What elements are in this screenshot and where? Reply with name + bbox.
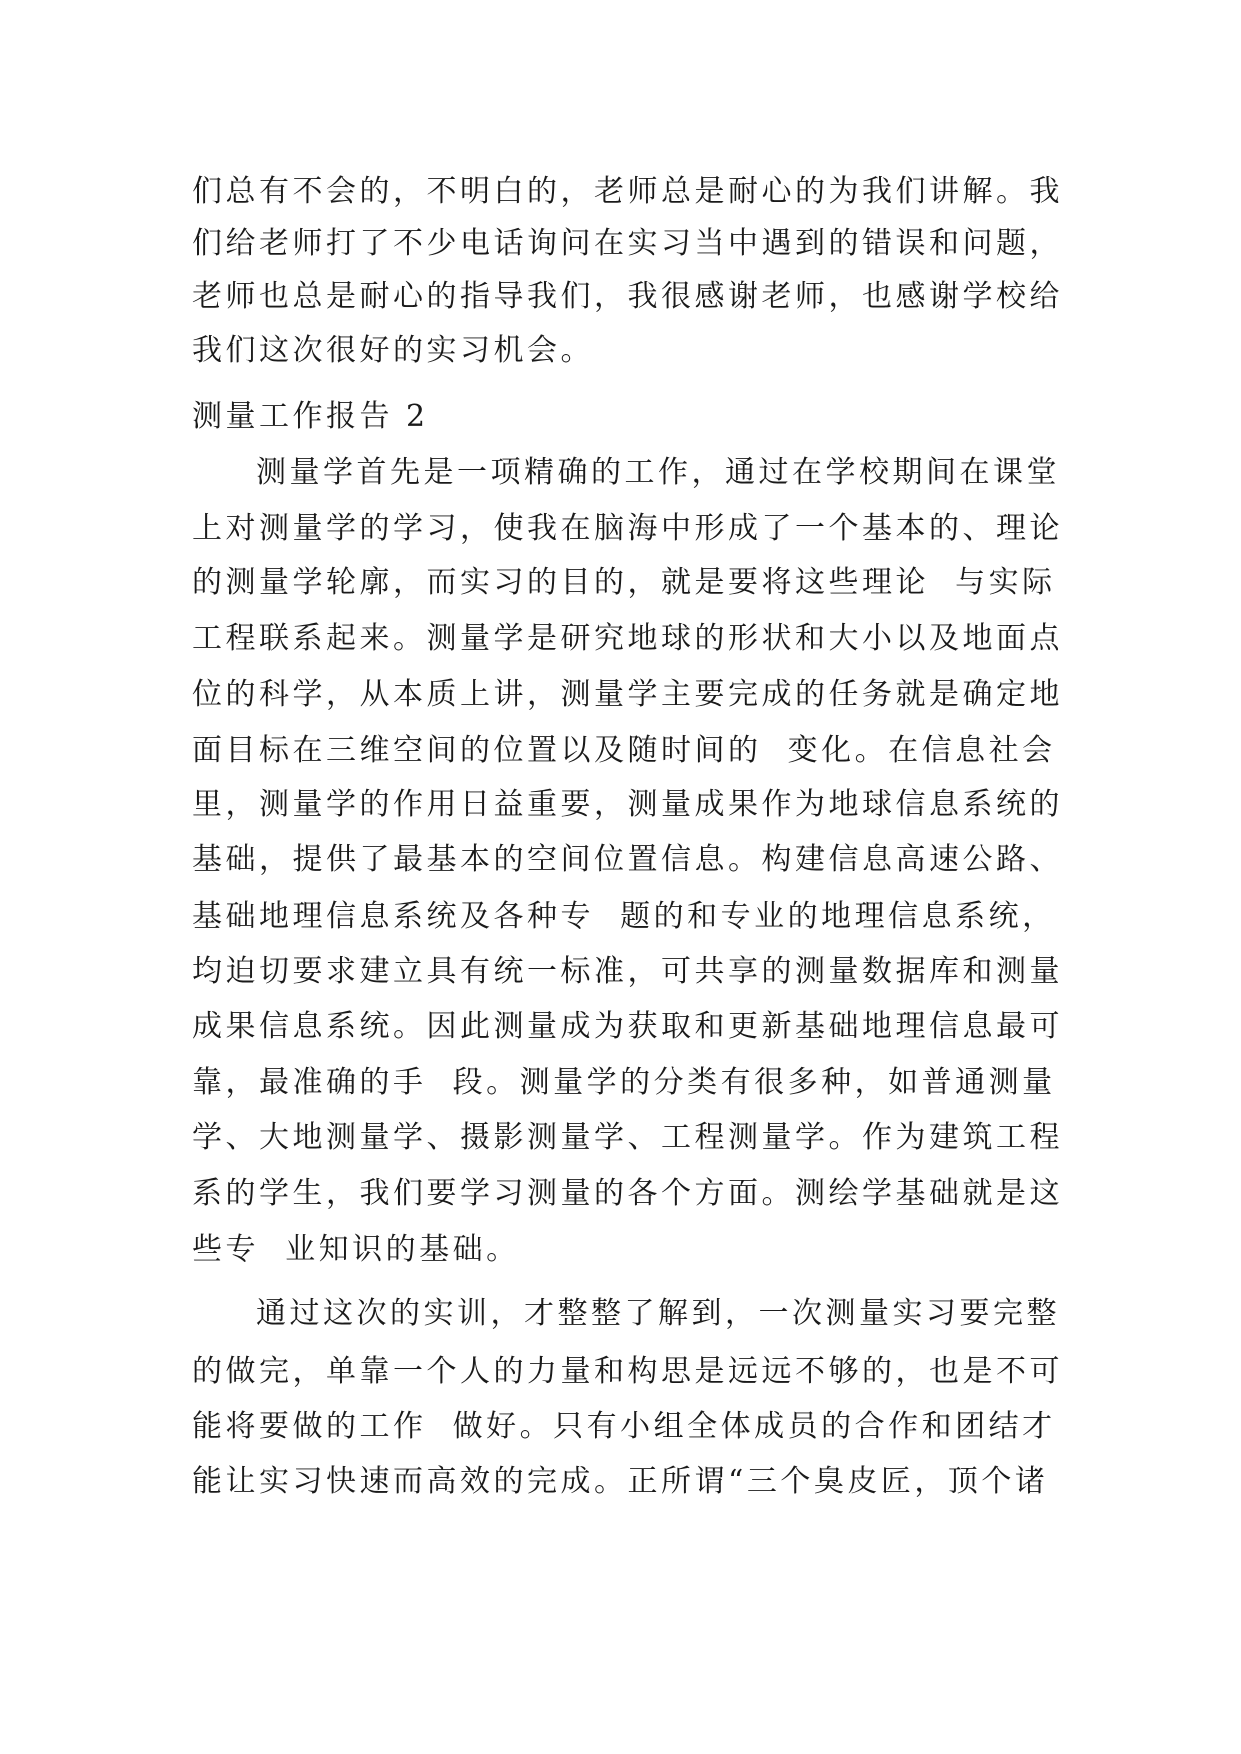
text-line-24: 能让实习快速而高效的完成。正所谓“三个臭皮匠，顶个诸: [192, 1464, 1049, 1499]
text-line-10: 位的科学，从本质上讲，测量学主要完成的任务就是确定地: [192, 677, 1063, 712]
text-line-13: 基础，提供了最基本的空间位置信息。构建信息高速公路、: [192, 842, 1063, 877]
text-line-7: 上对测量学的学习，使我在脑海中形成了一个基本的、理论: [192, 511, 1063, 546]
text-line-8: 的测量学轮廓，而实习的目的，就是要将这些理论 与实际: [192, 565, 1056, 600]
text-line-18: 学、大地测量学、摄影测量学、工程测量学。作为建筑工程: [192, 1120, 1063, 1155]
text-line-22: 的做完，单靠一个人的力量和构思是远远不够的，也是不可: [192, 1354, 1063, 1389]
text-line-16: 成果信息系统。因此测量成为获取和更新基础地理信息最可: [192, 1009, 1063, 1044]
text-line-17: 靠，最准确的手 段。测量学的分类有很多种，如普通测量: [192, 1065, 1056, 1100]
text-line-20: 些专 业知识的基础。: [192, 1232, 520, 1267]
text-line-1: 们总有不会的，不明白的，老师总是耐心的为我们讲解。我: [192, 174, 1063, 209]
text-line-23: 能将要做的工作 做好。只有小组全体成员的合作和团结才: [192, 1409, 1056, 1444]
text-line-14: 基础地理信息系统及各种专 题的和专业的地理信息系统，: [192, 899, 1056, 934]
section-heading: 测量工作报告 2: [192, 399, 429, 434]
text-line-21: 通过这次的实训，才整整了解到，一次测量实习要完整: [256, 1296, 1060, 1331]
text-line-6: 测量学首先是一项精确的工作，通过在学校期间在课堂: [256, 455, 1060, 490]
text-line-2: 们给老师打了不少电话询问在实习当中遇到的错误和问题，: [192, 226, 1063, 261]
text-line-15: 均迫切要求建立具有统一标准，可共享的测量数据库和测量: [192, 954, 1063, 989]
text-line-9: 工程联系起来。测量学是研究地球的形状和大小以及地面点: [192, 621, 1063, 656]
text-line-4: 我们这次很好的实习机会。: [192, 333, 594, 368]
text-line-12: 里，测量学的作用日益重要，测量成果作为地球信息系统的: [192, 787, 1063, 822]
text-line-3: 老师也总是耐心的指导我们，我很感谢老师，也感谢学校给: [192, 279, 1063, 314]
text-line-19: 系的学生，我们要学习测量的各个方面。测绘学基础就是这: [192, 1176, 1063, 1211]
text-line-11: 面目标在三维空间的位置以及随时间的 变化。在信息社会: [192, 733, 1056, 768]
